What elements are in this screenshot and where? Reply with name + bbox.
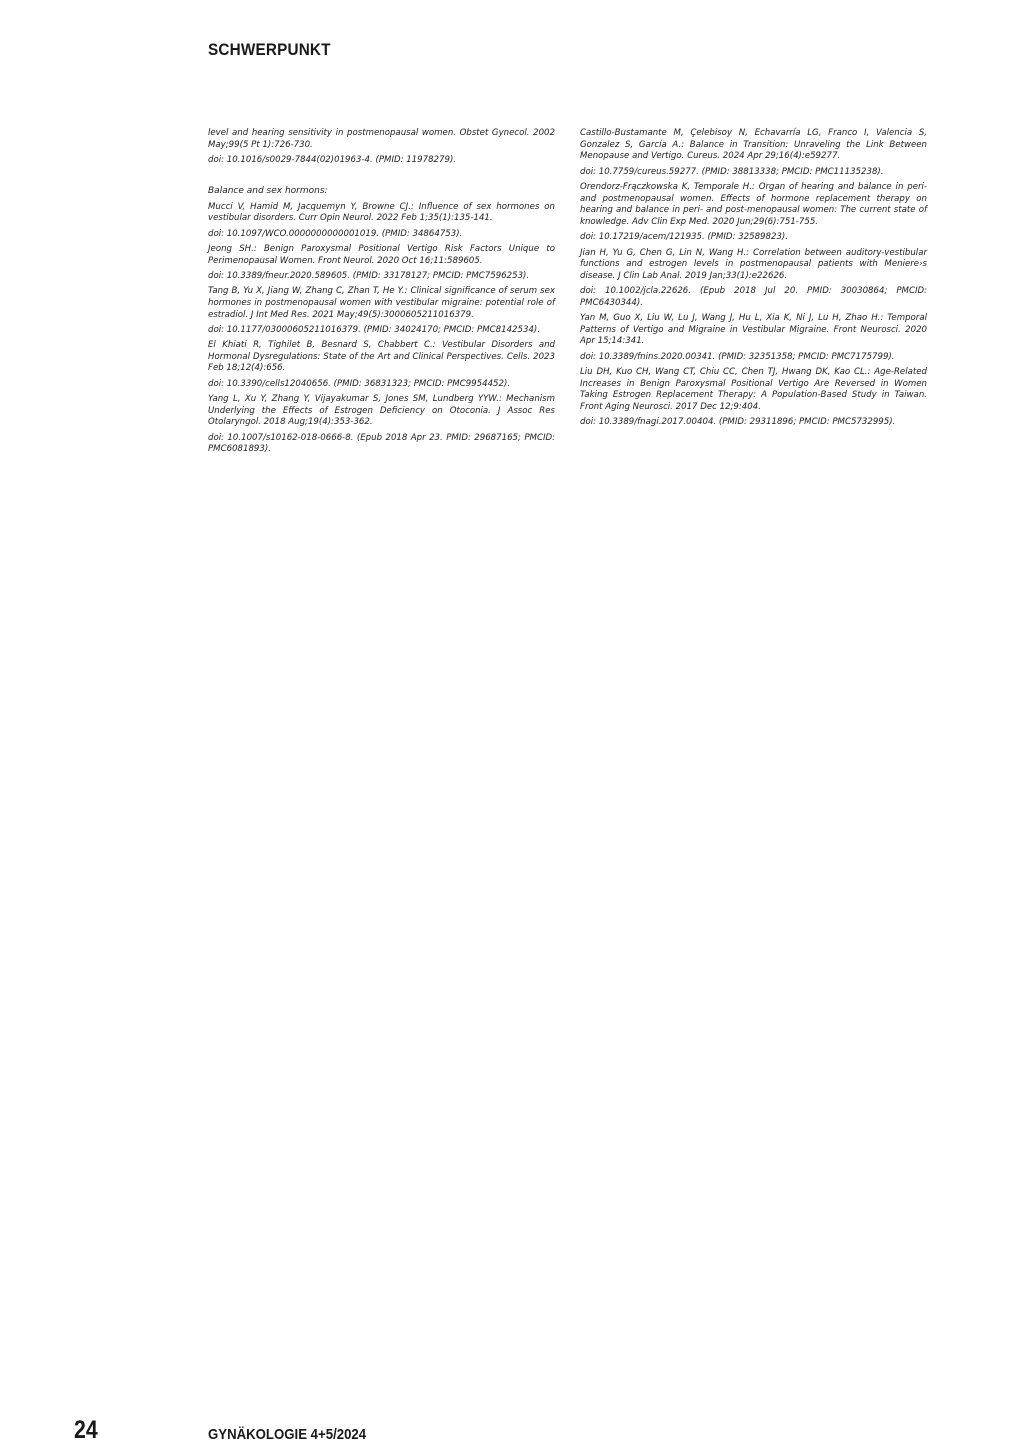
right-reference-column [580, 128, 927, 433]
left-reference-column [208, 128, 555, 460]
reference-entry: Jeong SH.: Benign Paroxysmal Positional Vertigo Risk Factors Unique to Perimenopausal Women. Front Neurol. 2020 Oct 16;11:589605. [208, 243, 555, 266]
reference-entry: Jian H, Yu G, Chen G, Lin N, Wang H.: Correlation between auditory-vestibular functions and estrogen levels in postmenopausal patients with Meniere›s disease. J Clin Lab Anal. 2019 Jan;33(1):e22626. [580, 247, 927, 281]
reference-doi: doi: 10.1177/03000605211016379. (PMID: 34024170; PMCID: PMC8142534). [208, 324, 541, 335]
reference-entry: Orendorz-Frączkowska K, Temporale H.: Organ of hearing and balance in peri- and postmenopausal women. Effects of hormone replacement therapy on hearing and balance in peri- and post-menopausal women: The current state of knowledge. Adv Clin Exp Med. 2020 Jun;29(6):751-755. [580, 181, 927, 227]
subheading-balance-sex-hormons: Balance and sex hormons: [208, 185, 328, 196]
reference-entry: Yang L, Xu Y, Zhang Y, Vijayakumar S, Jones SM, Lundberg YYW.: Mechanism Underlying the Effects of Estrogen Deficiency on Otoconia. J Assoc Res Otolaryngol. 2018 Aug;19(4):353-362. [208, 394, 555, 428]
reference-doi: doi: 10.17219/acem/121935. (PMID: 32589823). [580, 232, 788, 243]
reference-entry: Castillo-Bustamante M, Çelebisoy N, Echavarría LG, Franco I, Valencia S, Gonzalez S, García A.: Balance in Transition: Unraveling the Link Between Menopause and Vertigo. Cureus. 2024 Apr 29;16(4):e59277. [580, 128, 927, 162]
reference-entry: Mucci V, Hamid M, Jacquemyn Y, Browne CJ.: Influence of sex hormones on vestibular disorders. Curr Opin Neurol. 2022 Feb 1;35(1):135-141. [208, 201, 555, 224]
reference-doi: doi: 10.3389/fneur.2020.589605. (PMID: 33178127; PMCID: PMC7596253). [208, 270, 530, 281]
reference-entry: Tang B, Yu X, Jiang W, Zhang C, Zhan T, He Y.: Clinical significance of serum sex hormones in postmenopausal women with vestibular migraine: potential role of estradiol. J Int Med Res. 2021 May;49(5):3000605211016379. [208, 286, 555, 320]
reference-doi: doi: 10.3389/fnagi.2017.00404. (PMID: 29311896; PMCID: PMC5732995). [580, 417, 896, 428]
reference-doi: doi: 10.1007/s10162-018-0666-8. (Epub 2018 Apr 23. PMID: 29687165; PMCID: PMC6081893). [208, 432, 555, 455]
journal-issue: GYNÄKOLOGIE 4+5/2024 [208, 1426, 367, 1443]
reference-doi: doi: 10.1016/s0029-7844(02)01963-4. (PMID: 11978279). [208, 154, 457, 165]
reference-doi: doi: 10.7759/cureus.59277. (PMID: 38813338; PMCID: PMC11135238). [580, 166, 884, 177]
reference-entry: Liu DH, Kuo CH, Wang CT, Chiu CC, Chen TJ, Hwang DK, Kao CL.: Age-Related Increases in Benign Paroxysmal Positional Vertigo Are Reversed in Women Taking Estrogen Replacement Therapy: A Population-Based Study in Taiwan. Front Aging Neurosci. 2017 Dec 12;9:404. [580, 367, 927, 412]
reference-doi: doi: 10.1097/WCO.0000000000001019. (PMID: 34864753). [208, 228, 463, 239]
reference-entry: level and hearing sensitivity in postmenopausal women. Obstet Gynecol. 2002 May;99(5 Pt 1):726-730. [208, 128, 555, 150]
reference-entry: El Khiati R, Tighilet B, Besnard S, Chabbert C.: Vestibular Disorders and Hormonal Dysregulations: State of the Art and Clinical Perspectives. Cells. 2023 Feb 18;12(4):656. [208, 340, 555, 374]
page-number: 24 [74, 1416, 98, 1444]
reference-entry: Yan M, Guo X, Liu W, Lu J, Wang J, Hu L, Xia K, Ni J, Lu H, Zhao H.: Temporal Patterns of Vertigo and Migraine in Vestibular Migraine. Front Neurosci. 2020 Apr 15;14:341. [580, 313, 927, 347]
reference-doi: doi: 10.3389/fnins.2020.00341. (PMID: 32351358; PMCID: PMC7175799). [580, 351, 895, 362]
reference-doi: doi: 10.3390/cells12040656. (PMID: 36831323; PMCID: PMC9954452). [208, 378, 511, 389]
section-title: SCHWERPUNKT [208, 40, 331, 59]
reference-doi: doi: 10.1002/jcla.22626. (Epub 2018 Jul 20. PMID: 30030864; PMCID: PMC6430344). [580, 286, 927, 308]
